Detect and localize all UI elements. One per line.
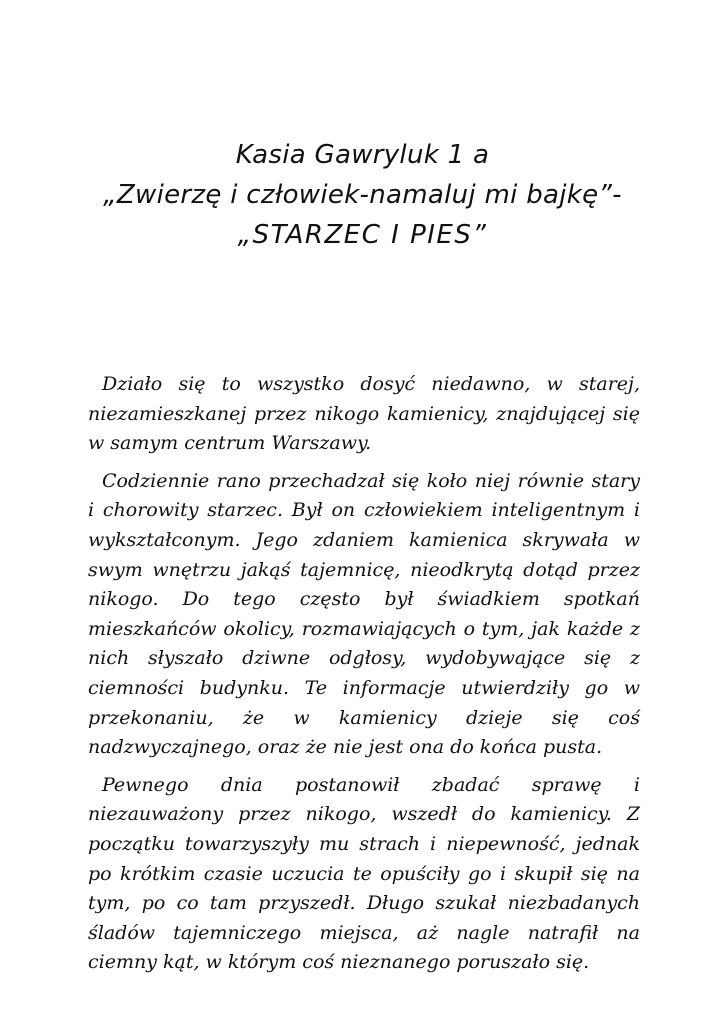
title-block [0, 135, 725, 255]
author-line: Kasia Gawryluk 1 a [235, 140, 490, 170]
paragraph-2: Codziennie rano przechadzał się koło niej równie stary i chorowity starzec. Był on człowiekiem inteligentnym i wykształconym. Jego zdaniem kamienica skrywała w swym wnętrzu jakąś tajemnicę, nieodkrytą dotąd przez nikogo. Do tego często był świadkiem spotkań mieszkańców okolicy, rozmawiających o tym, jak każde z nich słyszało dziwne odgłosy, wydobywające się z ciemności budynku. Te informacje utwierdziły go w przekonaniu, że w kamienicy dzieje się coś nadzwyczajnego, oraz że nie jest ona do końca pusta. [88, 469, 640, 759]
paragraph-3: Pewnego dnia postanowił zbadać sprawę i niezauważony przez nikogo, wszedł do kamienicy. Z początku towarzyszyły mu strach i niepewność, jednak po krótkim czasie uczucia te opuściły go i skupił się na tym, po co tam przyszedł. Długo szukał niezbadanych śladów tajemniczego miejsca, aż nagle natrafił na ciemny kąt, w którym coś nieznanego poruszało się. [88, 773, 640, 974]
story-body [88, 370, 640, 986]
paragraph-1: Działo się to wszystko dosyć niedawno, w starej, niezamieszkanej przez nikogo kamienicy, znajdującej się w samym centrum Warszawy. [88, 373, 640, 455]
theme-line: „Zwierzę i człowiek-namaluj mi bajkę”- [103, 180, 622, 210]
story-title: „STARZEC I PIES” [237, 220, 488, 250]
